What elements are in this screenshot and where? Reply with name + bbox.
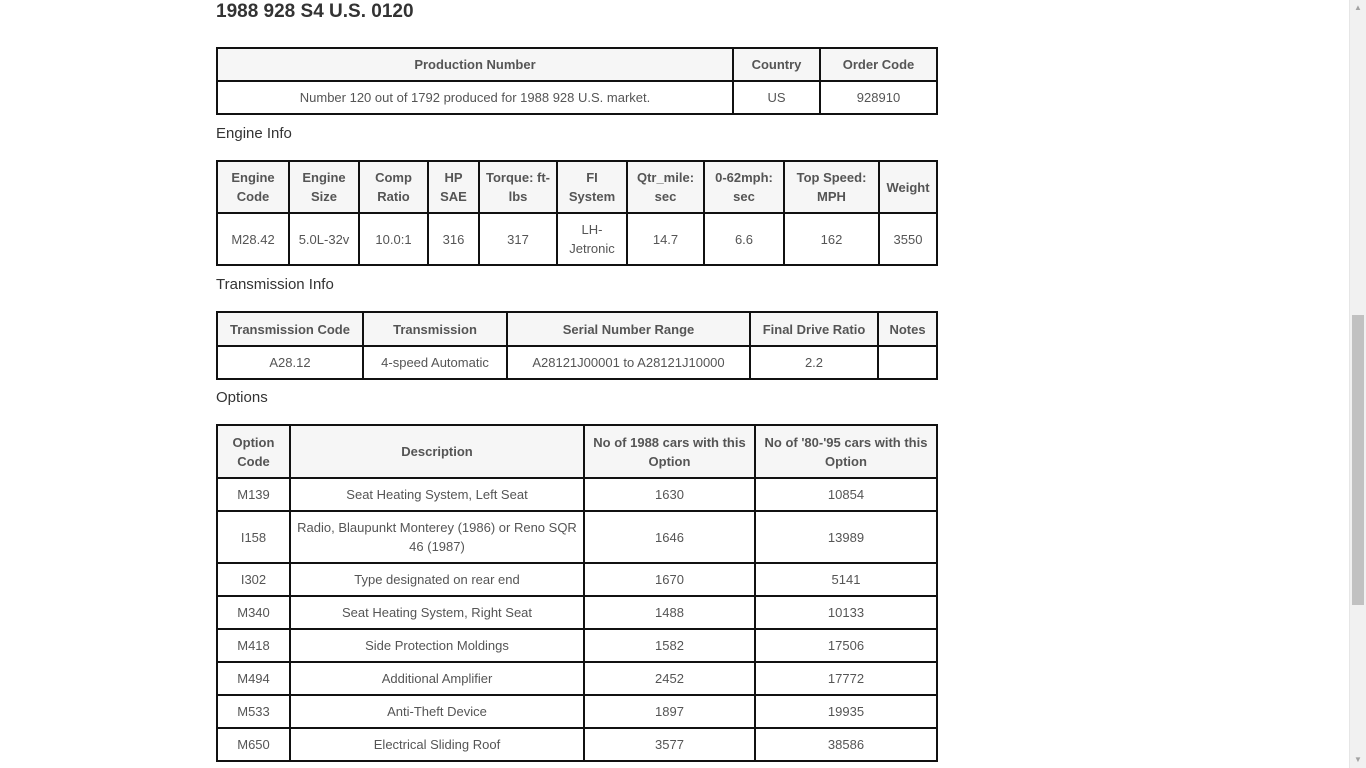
column-header-transmission: Transmission [363, 312, 507, 346]
transmission-info-heading: Transmission Info [216, 276, 334, 293]
column-header-notes: Notes [878, 312, 937, 346]
torque-cell: 317 [479, 213, 557, 265]
column-header-top-speed: Top Speed: MPH [784, 161, 879, 213]
option-80-95-count-cell: 17506 [755, 629, 937, 662]
column-header-production-number: Production Number [217, 48, 733, 81]
option-80-95-count-cell: 19935 [755, 695, 937, 728]
table-row [217, 478, 937, 511]
column-header-hp-sae: HP SAE [428, 161, 479, 213]
option-80-95-count-cell: 38586 [755, 728, 937, 761]
table-row [217, 563, 937, 596]
column-header-country: Country [733, 48, 820, 81]
column-header-1988-count: No of 1988 cars with this Option [584, 425, 755, 478]
column-header-0-62mph: 0-62mph: sec [704, 161, 784, 213]
option-1988-count-cell: 1897 [584, 695, 755, 728]
option-description-cell: Anti-Theft Device [290, 695, 584, 728]
option-code-cell: I302 [217, 563, 290, 596]
option-code-cell: I158 [217, 511, 290, 563]
option-code-cell: M418 [217, 629, 290, 662]
option-80-95-count-cell: 5141 [755, 563, 937, 596]
column-header-transmission-code: Transmission Code [217, 312, 363, 346]
option-description-cell: Side Protection Moldings [290, 629, 584, 662]
engine-table [216, 160, 938, 266]
serial-number-range-cell: A28121J00001 to A28121J10000 [507, 346, 750, 379]
transmission-code-cell: A28.12 [217, 346, 363, 379]
option-description-cell: Radio, Blaupunkt Monterey (1986) or Reno SQR 46 (1987) [290, 511, 584, 563]
option-80-95-count-cell: 10133 [755, 596, 937, 629]
table-row [217, 213, 937, 265]
column-header-torque: Torque: ft-lbs [479, 161, 557, 213]
notes-cell [878, 346, 937, 379]
option-description-cell: Type designated on rear end [290, 563, 584, 596]
option-1988-count-cell: 3577 [584, 728, 755, 761]
column-header-fi-system: FI System [557, 161, 627, 213]
table-row [217, 511, 937, 563]
qtr-mile-cell: 14.7 [627, 213, 704, 265]
table-header-row [217, 48, 937, 81]
option-1988-count-cell: 2452 [584, 662, 755, 695]
column-header-option-code: Option Code [217, 425, 290, 478]
option-code-cell: M494 [217, 662, 290, 695]
column-header-engine-code: Engine Code [217, 161, 289, 213]
option-1988-count-cell: 1630 [584, 478, 755, 511]
option-code-cell: M533 [217, 695, 290, 728]
production-number-cell: Number 120 out of 1792 produced for 1988 928 U.S. market. [217, 81, 733, 114]
scroll-down-arrow-icon[interactable]: ▼ [1354, 755, 1362, 764]
final-drive-ratio-cell: 2.2 [750, 346, 878, 379]
engine-size-cell: 5.0L-32v [289, 213, 359, 265]
engine-info-heading: Engine Info [216, 125, 292, 142]
option-description-cell: Electrical Sliding Roof [290, 728, 584, 761]
table-header-row [217, 425, 937, 478]
transmission-cell: 4-speed Automatic [363, 346, 507, 379]
weight-cell: 3550 [879, 213, 937, 265]
option-80-95-count-cell: 17772 [755, 662, 937, 695]
options-table [216, 424, 938, 762]
page-title: 1988 928 S4 U.S. 0120 [216, 1, 414, 22]
column-header-final-drive-ratio: Final Drive Ratio [750, 312, 878, 346]
transmission-table [216, 311, 938, 380]
option-1988-count-cell: 1646 [584, 511, 755, 563]
table-row [217, 695, 937, 728]
table-row [217, 81, 937, 114]
option-1988-count-cell: 1582 [584, 629, 755, 662]
option-80-95-count-cell: 13989 [755, 511, 937, 563]
column-header-qtr-mile: Qtr_mile: sec [627, 161, 704, 213]
hp-sae-cell: 316 [428, 213, 479, 265]
table-header-row [217, 312, 937, 346]
table-row [217, 346, 937, 379]
scroll-up-arrow-icon[interactable]: ▲ [1354, 3, 1362, 12]
country-cell: US [733, 81, 820, 114]
column-header-comp-ratio: Comp Ratio [359, 161, 428, 213]
table-row [217, 629, 937, 662]
column-header-weight: Weight [879, 161, 937, 213]
option-80-95-count-cell: 10854 [755, 478, 937, 511]
option-description-cell: Additional Amplifier [290, 662, 584, 695]
option-description-cell: Seat Heating System, Right Seat [290, 596, 584, 629]
column-header-order-code: Order Code [820, 48, 937, 81]
table-row [217, 662, 937, 695]
option-1988-count-cell: 1488 [584, 596, 755, 629]
0-62mph-cell: 6.6 [704, 213, 784, 265]
options-heading: Options [216, 389, 268, 406]
comp-ratio-cell: 10.0:1 [359, 213, 428, 265]
column-header-80-95-count: No of '80-'95 cars with this Option [755, 425, 937, 478]
table-row [217, 728, 937, 761]
fi-system-cell: LH-Jetronic [557, 213, 627, 265]
table-row [217, 596, 937, 629]
column-header-description: Description [290, 425, 584, 478]
engine-code-cell: M28.42 [217, 213, 289, 265]
table-header-row [217, 161, 937, 213]
column-header-serial-number-range: Serial Number Range [507, 312, 750, 346]
production-table [216, 47, 938, 115]
vertical-scrollbar[interactable] [1349, 0, 1366, 768]
option-code-cell: M139 [217, 478, 290, 511]
column-header-engine-size: Engine Size [289, 161, 359, 213]
option-code-cell: M340 [217, 596, 290, 629]
option-1988-count-cell: 1670 [584, 563, 755, 596]
option-description-cell: Seat Heating System, Left Seat [290, 478, 584, 511]
order-code-cell: 928910 [820, 81, 937, 114]
top-speed-cell: 162 [784, 213, 879, 265]
option-code-cell: M650 [217, 728, 290, 761]
scrollbar-thumb[interactable] [1352, 315, 1364, 605]
